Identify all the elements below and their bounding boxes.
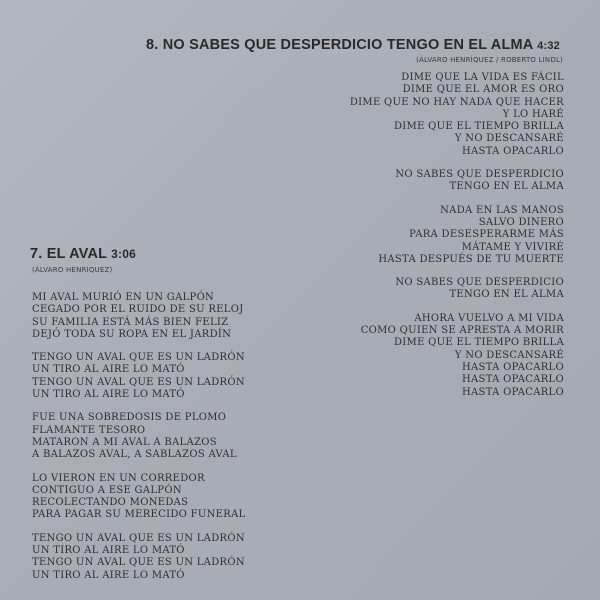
song-7-name: 7. EL AVAL [30,246,107,262]
lyric-line: DIME QUE EL AMOR ES ORO [402,84,564,96]
stanza [350,72,564,158]
lyric-line: DIME QUE EL TIEMPO BRILLA [393,337,564,349]
lyric-line: HASTA OPACARLO [462,374,564,386]
lyric-line: SALVO DINERO [478,216,564,228]
stanza [32,533,246,582]
lyric-line: Y LO HARÉ [502,108,564,120]
lyric-line: SU FAMILIA ESTÁ MÁS BIEN FELIZ [32,316,229,328]
lyric-line: TENGO UN AVAL QUE ES UN LADRÓN [32,532,245,544]
lyric-line: HASTA OPACARLO [462,145,564,157]
song-8-title [146,37,560,53]
lyric-line: NO SABES QUE DESPERDICIO [395,277,564,289]
lyric-line: MI AVAL MURIÓ EN UN GALPÓN [32,292,215,303]
lyric-line: MÁTAME Y VIVIRÉ [461,241,564,253]
lyric-line: FUE UNA SOBREDOSIS DE PLOMO [32,412,227,424]
lyric-line: AHORA VUELVO A MI VIDA [414,312,564,324]
lyric-line: TENGO EN EL ALMA [449,289,564,301]
lyric-line: PARA PAGAR SU MERECIDO FUNERAL [32,509,246,521]
lyric-line: HASTA OPACARLO [462,361,564,373]
lyric-line: UN TIRO AL AIRE LO MATÓ [32,389,185,401]
stanza [350,205,564,266]
lyric-line: HASTA DESPUÉS DE TU MUERTE [378,253,564,265]
lyric-line: FLAMANTE TESORO [32,424,146,436]
lyric-line: Y NO DESCANSARÉ [454,349,564,361]
lyric-line: UN TIRO AL AIRE LO MATÓ [32,569,185,581]
song-7-title [30,246,136,262]
song-8-duration: 4:32 [537,40,560,52]
stanza [32,292,246,341]
lyric-line: DEJÓ TODA SU ROPA EN EL JARDÍN [32,328,232,340]
lyric-line: A BALAZOS AVAL, A SABLAZOS AVAL [32,449,237,461]
lyric-line: TENGO EN EL ALMA [449,181,564,193]
lyric-line: TENGO UN AVAL QUE ES UN LADRÓN [32,557,245,569]
lyric-line: CONTIGUO A ESE GALPÓN [32,484,182,496]
lyric-line: DIME QUE NO HAY NADA QUE HACER [349,96,564,108]
lyric-line: NADA EN LAS MANOS [440,204,564,216]
lyric-line: COMO QUIEN SE APRESTA A MORIR [360,325,564,337]
stanza [350,169,564,194]
lyric-line: TENGO UN AVAL QUE ES UN LADRÓN [32,352,245,364]
lyric-line: NO SABES QUE DESPERDICIO [395,169,564,181]
lyric-line: PARA DESESPERARME MÁS [409,229,564,241]
lyric-line: CEGADO POR EL RUIDO DE SU RELOJ [32,304,244,316]
song-8-name: 8. NO SABES QUE DESPERDICIO TENGO EN EL ALMA [146,37,533,53]
lyric-line: LO VIERON EN UN CORREDOR [32,472,205,484]
song-8-credits: (ÁLVARO HENRÍQUEZ / ROBERTO LINDL) [416,56,563,64]
lyric-line: RECOLECTANDO MONEDAS [32,497,189,509]
stanza [32,412,246,461]
stanza [350,277,564,302]
song-7-duration: 3:06 [111,247,136,261]
lyric-line: UN TIRO AL AIRE LO MATÓ [32,364,185,376]
lyric-line: MATARON A MI AVAL A BALAZOS [32,436,217,448]
song-8-lyrics [350,72,564,410]
lyric-line: DIME QUE EL TIEMPO BRILLA [393,121,564,133]
lyric-line: HASTA OPACARLO [462,386,564,398]
lyric-line: DIME QUE LA VIDA ES FÁCIL [401,72,564,83]
lyric-line: TENGO UN AVAL QUE ES UN LADRÓN [32,376,245,388]
song-7-credits: (ÁLVARO HENRÍQUEZ) [32,266,113,274]
lyric-line: Y NO DESCANSARÉ [454,133,564,145]
stanza [32,352,246,401]
lyric-line: UN TIRO AL AIRE LO MATÓ [32,545,185,557]
song-7-lyrics [32,292,246,593]
stanza [32,473,246,522]
stanza [350,313,564,399]
